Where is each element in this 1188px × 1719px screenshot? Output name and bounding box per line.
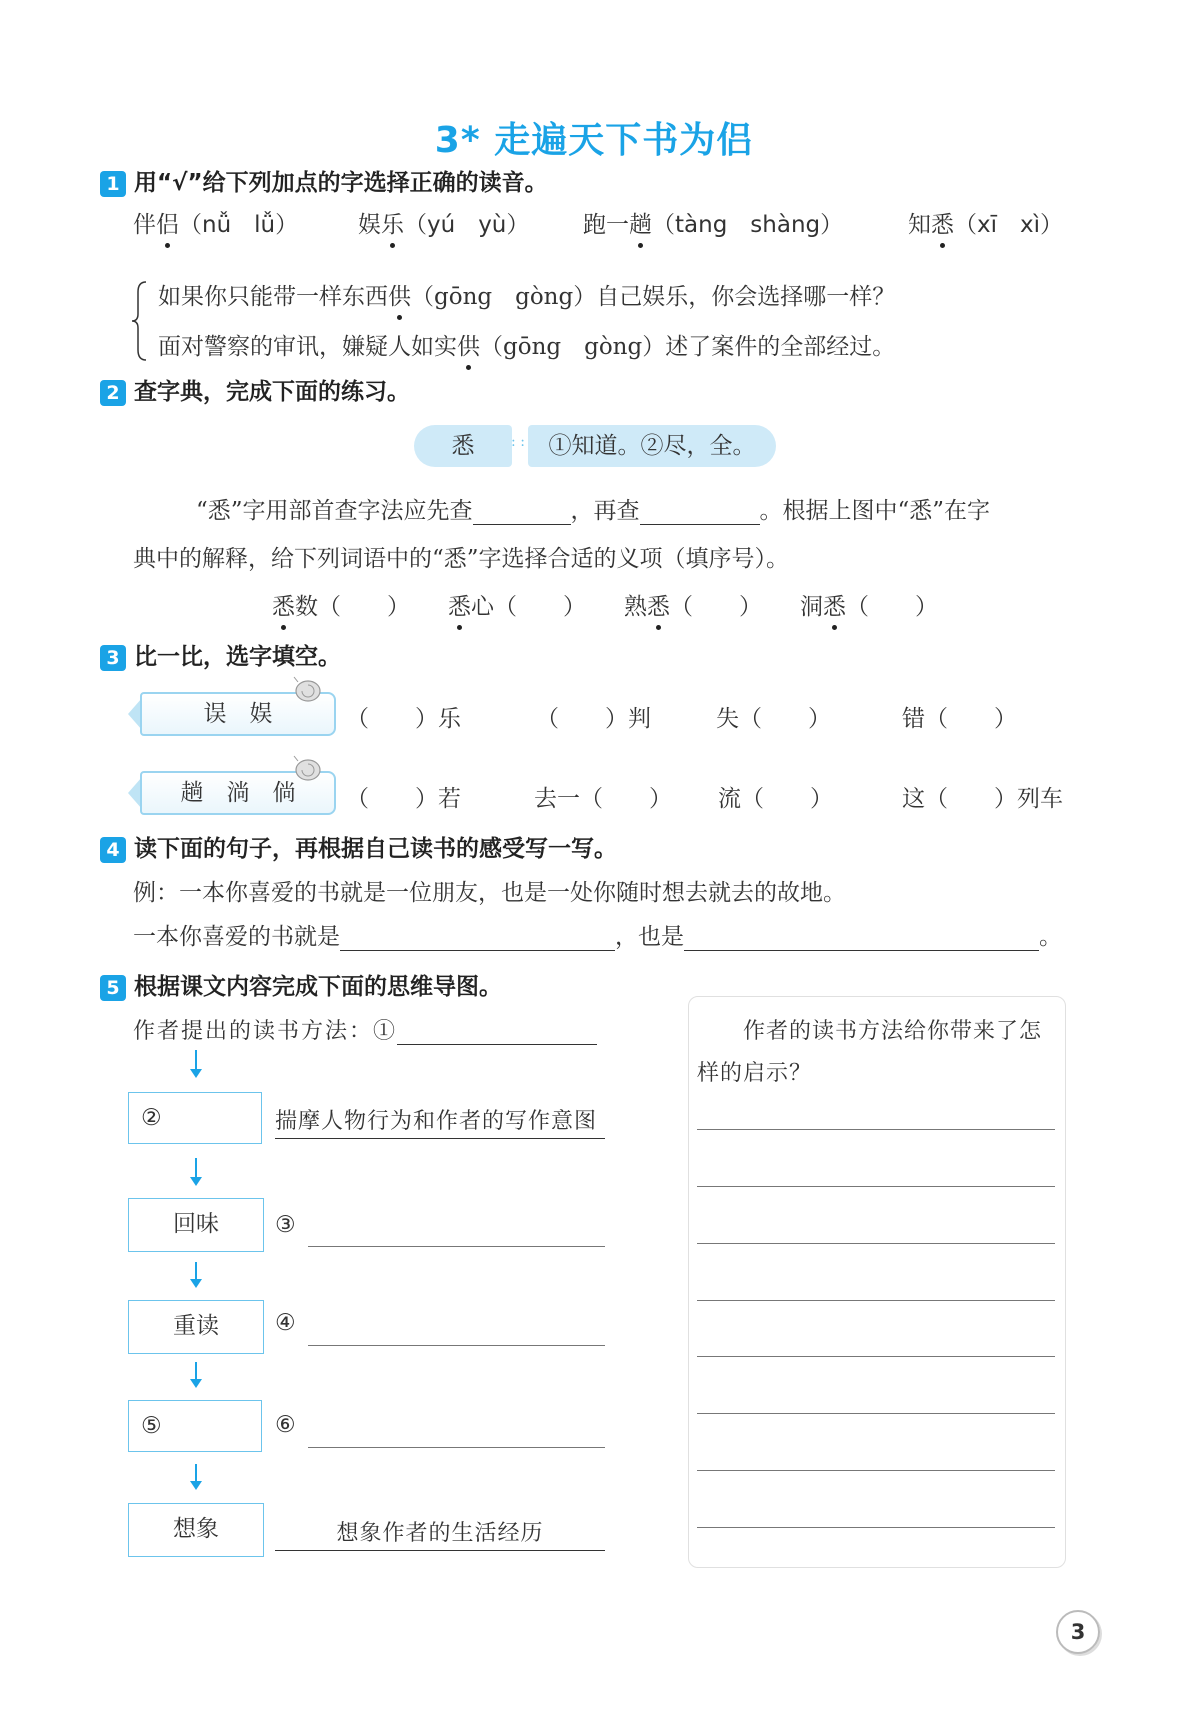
q2-word-4[interactable]: 洞悉（ ） <box>800 588 938 621</box>
q4-fill-line: 一本你喜爱的书就是 ，也是 。 <box>133 924 1062 950</box>
flow-desc-2-blank[interactable] <box>308 1246 605 1247</box>
q2-heading: 2 查字典，完成下面的练习。 <box>100 373 410 406</box>
answer-line[interactable] <box>697 1243 1055 1244</box>
q3-heading: 3 比一比，选字填空。 <box>100 638 341 671</box>
flow-desc-2-marker: ③ <box>275 1212 296 1238</box>
snail-icon <box>290 755 326 783</box>
q3-r2-item-4[interactable]: 这（ ）列车 <box>902 786 1063 812</box>
brace-icon <box>130 280 152 362</box>
flow-desc-3-marker: ④ <box>275 1310 296 1336</box>
radical-blank[interactable] <box>473 502 571 525</box>
page-number: 3 <box>1056 1610 1100 1654</box>
flow-desc-3-blank[interactable] <box>308 1345 605 1346</box>
flow-box-1[interactable]: ② <box>128 1092 262 1144</box>
q2-word-2[interactable]: 悉心（ ） <box>448 588 586 621</box>
flow-desc-4-blank[interactable] <box>308 1447 605 1448</box>
flow-box-5: 想象 <box>128 1503 264 1557</box>
q1-sentence-1: 如果你只能带一样东西供（gōng gòng）自己娱乐，你会选择哪一样？ <box>158 278 895 311</box>
answer-line[interactable] <box>697 1527 1055 1528</box>
answer-line[interactable] <box>697 1356 1055 1357</box>
q1-sentence-2: 面对警察的审讯，嫌疑人如实供（gōng gòng）述了案件的全部经过。 <box>158 328 895 361</box>
flow-desc-5: 想象作者的生活经历 <box>275 1516 605 1551</box>
answer-line[interactable] <box>697 1129 1055 1130</box>
q3-r2-item-2[interactable]: 去一（ ） <box>534 786 672 812</box>
flow-box-4[interactable]: ⑤ <box>128 1400 262 1452</box>
dict-char-tag: 悉 <box>414 425 512 467</box>
q1-item-2: 娱乐（yú yù） <box>358 206 529 239</box>
answer-line[interactable] <box>697 1470 1055 1471</box>
flow-box-2: 回味 <box>128 1198 264 1252</box>
strokes-blank[interactable] <box>640 502 760 525</box>
arrow-down-icon <box>195 1158 197 1184</box>
method-label: 作者提出的读书方法：① <box>133 1014 597 1045</box>
arrow-down-icon <box>195 1362 197 1386</box>
test-tube-1: 误 娱 <box>140 692 336 736</box>
q1-heading: 1 用“√”给下列加点的字选择正确的读音。 <box>100 164 548 197</box>
q3-r1-item-3[interactable]: 失（ ） <box>716 706 831 732</box>
q3-r2-item-1[interactable]: （ ）若 <box>346 786 461 812</box>
flow-desc-1: 揣摩人物行为和作者的写作意图 <box>275 1104 605 1139</box>
q3-r1-item-4[interactable]: 错（ ） <box>902 706 1017 732</box>
q3-number: 3 <box>100 645 126 671</box>
q1-item-3: 跑一趟（tàng shàng） <box>583 206 843 239</box>
method-blank-1[interactable] <box>397 1022 597 1045</box>
dict-meaning-tag: ①知道。②尽，全。 <box>528 425 776 467</box>
flow-desc-4-marker: ⑥ <box>275 1412 296 1438</box>
arrow-down-icon <box>195 1464 197 1488</box>
q4-heading: 4 读下面的句子，再根据自己读书的感受写一写。 <box>100 830 617 863</box>
q5-heading: 5 根据课文内容完成下面的思维导图。 <box>100 968 502 1001</box>
answer-line[interactable] <box>697 1413 1055 1414</box>
page-title: 3* 走遍天下书为侣 <box>434 120 754 161</box>
q4-blank-1[interactable] <box>340 928 615 951</box>
answer-line[interactable] <box>697 1300 1055 1301</box>
q2-paragraph-2: 典中的解释，给下列词语中的“悉”字选择合适的义项（填序号）。 <box>133 546 790 572</box>
q1-number: 1 <box>100 171 126 197</box>
reflection-box <box>688 996 1066 1568</box>
arrow-down-icon <box>195 1262 197 1286</box>
q5-number: 5 <box>100 975 126 1001</box>
q4-example: 例：一本你喜爱的书就是一位朋友，也是一处你随时想去就去的故地。 <box>133 880 846 906</box>
dict-link-dots: : : <box>511 434 525 450</box>
q4-blank-2[interactable] <box>684 928 1039 951</box>
q1-item-1: 伴侣（nǚ lǚ） <box>133 206 298 239</box>
q4-number: 4 <box>100 837 126 863</box>
snail-icon <box>290 676 326 704</box>
reflection-question: 作者的读书方法给你带来了怎样的启示？ <box>697 1019 1043 1086</box>
arrow-down-icon <box>195 1050 197 1076</box>
q1-item-4: 知悉（xī xì） <box>908 206 1063 239</box>
q2-paragraph-1: “悉”字用部首查字法应先查 ，再查 。根据上图中“悉”在字 <box>196 498 991 524</box>
q2-word-1[interactable]: 悉数（ ） <box>272 588 410 621</box>
q3-r1-item-1[interactable]: （ ）乐 <box>346 706 461 732</box>
answer-line[interactable] <box>697 1186 1055 1187</box>
q2-word-3[interactable]: 熟悉（ ） <box>624 588 762 621</box>
q3-r1-item-2[interactable]: （ ）判 <box>536 706 651 732</box>
test-tube-2: 趟 淌 倘 <box>140 771 336 815</box>
flow-box-3: 重读 <box>128 1300 264 1354</box>
q3-r2-item-3[interactable]: 流（ ） <box>718 786 833 812</box>
q2-number: 2 <box>100 380 126 406</box>
